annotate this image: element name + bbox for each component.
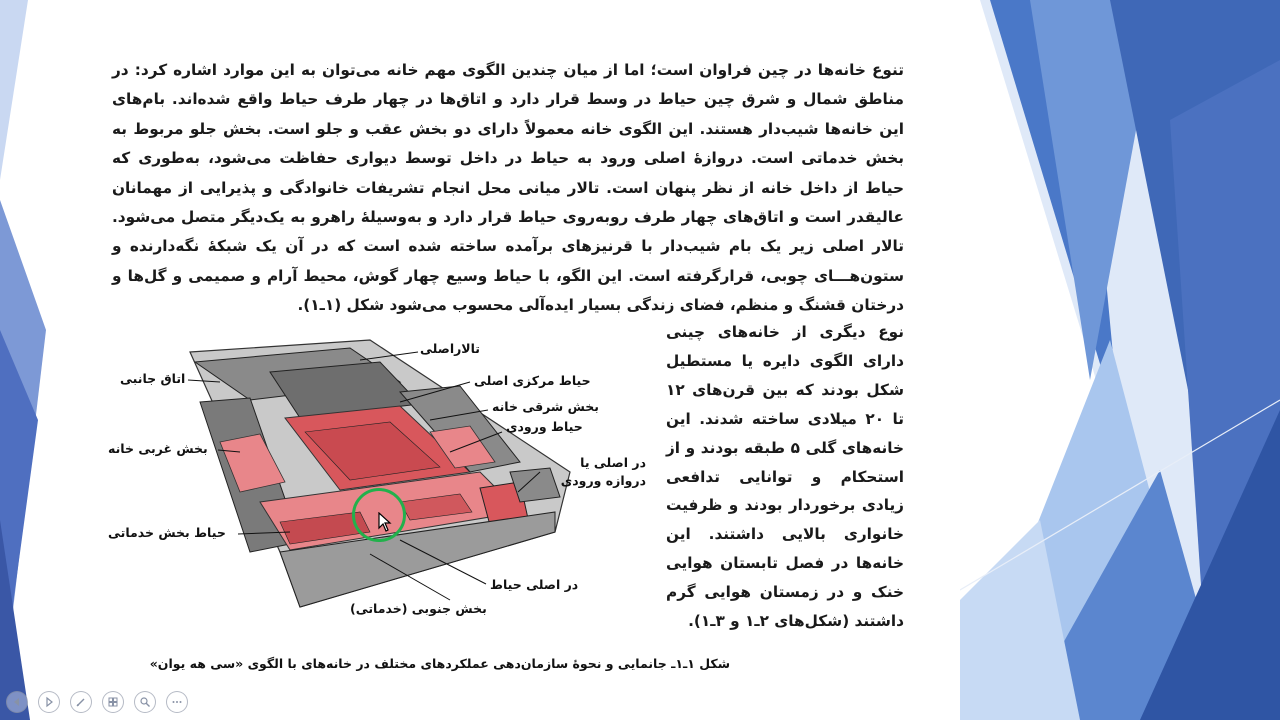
slideshow-toolbar [6,691,188,715]
label-west-section: بخش غربی خانه [108,441,208,456]
label-central-courtyard: حیاط مرکزی اصلی [474,373,591,388]
previous-icon [11,696,23,708]
side-paragraph: نوع دیگری از خانه‌های چینی دارای الگوی دایره یا مستطیل شکل بودند که بین قرن‌های ۱۲ تا ۲۰ میلادی ساخته شدند. این خانه‌های گلی ۵ طبقه بودند و از استحکام و توانایی تدافعی زیادی برخوردار بودند و ظرفیت خانواری بالایی داشتند. این خانه‌ها در فصل تابستان هوایی خنک و در زمستان هوایی گرم داشتند (شکل‌های ۲ـ۱ و ۳ـ۱). [666,323,904,631]
left-decoration [0,0,46,720]
pen-button[interactable] [70,691,92,713]
pen-icon [75,696,87,708]
label-side-room: اتاق جانبی [120,371,186,386]
grid-button[interactable] [102,691,124,713]
main-paragraph: تنوع خانه‌ها در چین فراوان است؛ اما از میان چندین الگوی مهم خانه می‌توان به این موارد اشاره کرد: در مناطق شمال و شرق چین حیاط در وسط قرار دارد و اتاق‌ها در چهار طرف حیاط واقع شده‌اند. بام‌های این خانه‌ها شیب‌دار هستند. این الگوی خانه معمولاً دارای دو بخش عقب و جلو است. بخش جلو مربوط به بخش خدماتی است. دروازهٔ اصلی ورود به حیاط در داخل توسط دیواری حفاظت می‌شود، به‌طوری که حیاط از داخل خانه از نظر پنهان است. تالار میانی محل انجام تشریفات خانوادگی و پذیرایی از مهمانان عالیقدر است و اتاق‌های چهار طرف روبه‌روی حیاط قرار دارد و به‌وسیلهٔ راهرو به یک‌دیگر متصل می‌شود. تالار اصلی زیر یک بام شیب‌دار با قرنیزهای برآمده ساخته شده است که در آن یک شبکهٔ نگه‌دارنده و ستون‌هـــای چوبی، قرارگرفته است. این الگو، با حیاط وسیع چهار گوش، محیط آرام و صمیمی و گل‌ها و درختان قشنگ و منظم، فضای زندگی بسیار ایده‌آلی محسوب می‌شود شکل (۱ـ۱). [112,61,904,315]
figure-caption: شکل ۱ـ۱ـ جانمایی و نحوهٔ سازمان‌دهی عملکردهای مختلف در خانه‌های با الگوی «سی هه یوان» [149,656,730,671]
right-decoration [960,0,1280,720]
label-courtyard-main-door: در اصلی حیاط [490,577,579,592]
play-button[interactable] [38,691,60,713]
more-options-button[interactable] [166,691,188,713]
courtyard-house-figure [100,322,660,642]
zoom-button[interactable] [134,691,156,713]
previous-button[interactable] [6,691,28,713]
label-service-courtyard: حیاط بخش خدماتی [108,525,226,540]
grid-icon [107,696,119,708]
label-entrance-courtyard: حیاط ورودی [506,419,583,434]
search-icon [139,696,151,708]
label-east-section: بخش شرقی خانه [492,399,599,414]
more-icon [171,696,183,708]
mouse-cursor-icon [378,512,392,532]
label-main-gate: در اصلی یا دروازه ورودی [560,455,646,488]
play-icon [43,696,55,708]
label-south-section: بخش جنوبی (خدماتی) [350,601,487,616]
label-main-hall: تالاراصلی [420,341,481,356]
